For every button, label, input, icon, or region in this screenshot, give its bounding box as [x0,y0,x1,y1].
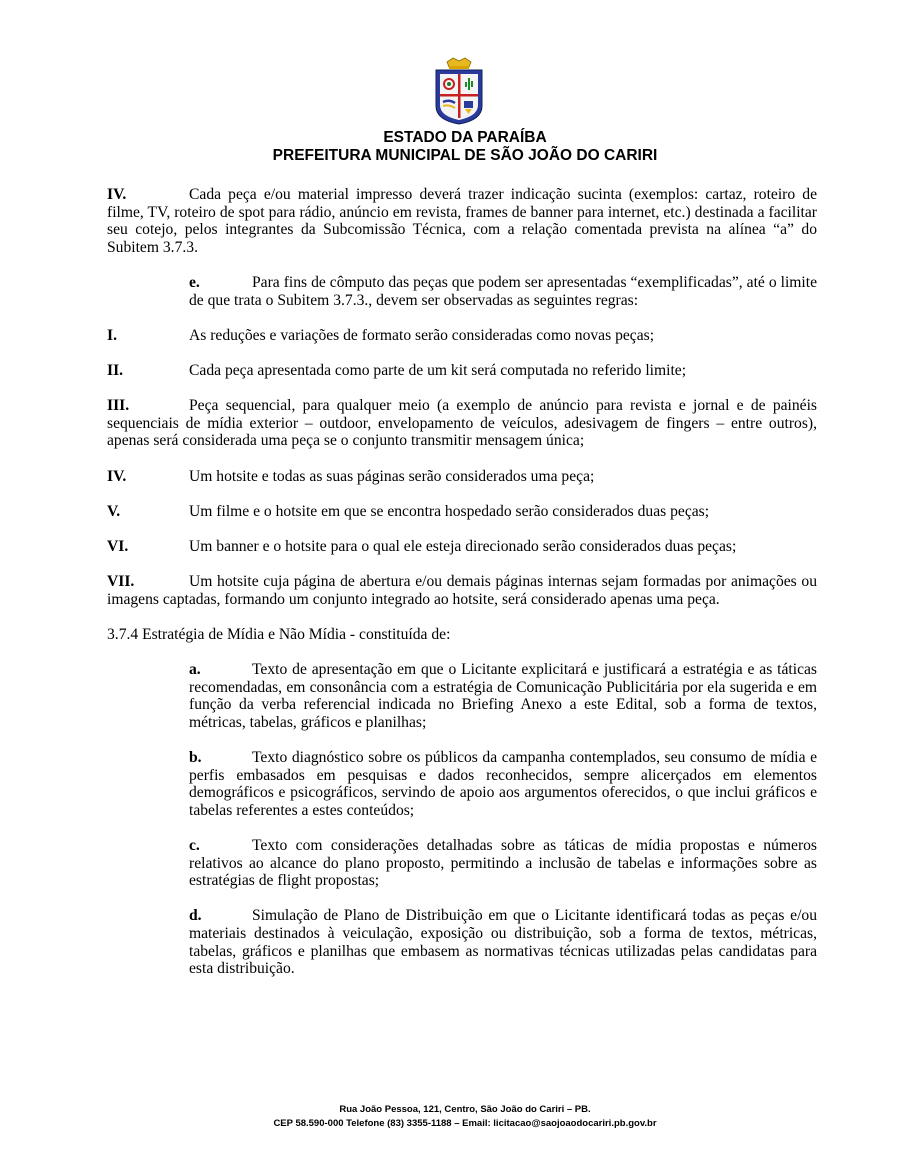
rule-ii [107,362,817,380]
item-label: III. [107,397,130,415]
paragraph-c [189,837,817,890]
state-name-heading: ESTADO DA PARAÍBA [383,129,547,146]
item-label: I. [107,326,117,344]
rule-iv [107,468,817,486]
item-label: d. [189,907,202,925]
item-text: Simulação de Plano de Distribuição em que o Licitante identificará todas as peças e/ou materiais destinados à veiculação, exposição ou distribuição, sob a forma de textos, métricas, tabelas, gráficos e planilhas que embasem as normativas técnicas utilizadas pelas candidatas para esta distribuição. [189,907,817,978]
item-label: VI. [107,537,129,555]
item-label: II. [107,361,124,379]
paragraph-d [189,907,817,977]
item-text: Cada peça e/ou material impresso deverá trazer indicação sucinta (exemplos: cartaz, roteiro de filme, TV, roteiro de spot para rádio, anúncio em revista, frames de banner para internet, etc.) destinada a facilitar seu cotejo, pelos integrantes da Subcomissão Técnica, com a relação comentada prevista na alínea “a” do Subitem 3.7.3. [107,186,817,256]
document-body [107,186,817,995]
paragraph-b [189,749,817,819]
item-label: e. [189,273,200,291]
item-text: Texto diagnóstico sobre os públicos da campanha contemplados, seu consumo de mídia e perfis embasados em pesquisas e dados reconhecidos, sempre alicerçados em elementos demográficos e psicográficos, servindo de apoio aos argumentos oferecidos, o que inclui gráficos e tabelas referentes a estes conteúdos; [189,749,817,819]
item-label: VII. [107,573,135,591]
item-text: As reduções e variações de formato serão consideradas como novas peças; [189,326,655,344]
rule-i [107,327,817,345]
municipality-heading: PREFEITURA MUNICIPAL DE SÃO JOÃO DO CARIRI [272,147,658,164]
rule-v [107,503,817,521]
footer-contact: CEP 58.590-000 Telefone (83) 3355-1188 – Email: licitacao@saojoaodocariri.pb.gov.br [273,1118,657,1129]
item-text: Para fins de cômputo das peças que podem ser apresentadas “exemplificadas”, até o limite de que trata o Subitem 3.7.3., devem ser observadas as seguintes regras: [189,273,817,309]
item-label: IV. [107,467,127,485]
item-text: Peça sequencial, para qualquer meio (a exemplo de anúncio para revista e jornal e de painéis sequenciais de mídia exterior – outdoor, envelopamento de veículos, adesivagem de fingers – entre outros), apenas será considerada uma peça se o conjunto transmitir mensagem única; [107,397,817,450]
paragraph-iv-top [107,186,817,256]
item-text: Texto de apresentação em que o Licitante explicitará e justificará a estratégia e as táticas recomendadas, em consonância com a estratégia de Comunicação Publicitária por ela sugerida e em função da verba referencial indicada no Briefing Anexo a este Edital, sob a forma de textos, métricas, tabelas, gráficos e planilhas; [189,661,817,731]
item-text: Um hotsite e todas as suas páginas serão considerados uma peça; [189,467,595,485]
municipal-coat-of-arms-icon [429,56,489,126]
paragraph-a [189,661,817,731]
footer-address: Rua João Pessoa, 121, Centro, São João do Cariri – PB. [339,1104,591,1115]
section-3-7-4-heading: 3.7.4 Estratégia de Mídia e Não Mídia - constituída de: [107,625,451,643]
item-text: Um filme e o hotsite em que se encontra hospedado serão considerados duas peças; [189,502,710,520]
rule-iii [107,397,817,450]
rule-vii [107,573,817,608]
item-label: IV. [107,186,127,203]
item-label: b. [189,749,202,766]
item-text: Cada peça apresentada como parte de um kit será computada no referido limite; [189,361,687,379]
item-label: a. [189,661,201,679]
paragraph-e [189,274,817,309]
item-text: Um banner e o hotsite para o qual ele esteja direcionado serão considerados duas peças; [189,537,737,555]
item-text: Texto com considerações detalhadas sobre as táticas de mídia propostas e números relativos ao alcance do plano proposto, permitindo a inclusão de tabelas e informações sobre as estratégias de flight propostas; [189,836,817,890]
rule-vi [107,538,817,556]
item-label: c. [189,836,200,854]
item-label: V. [107,502,121,520]
item-text: Um hotsite cuja página de abertura e/ou demais páginas internas sejam formadas por animações ou imagens captadas, formando um conjunto integrado ao hotsite, será considerado apenas uma peça. [107,573,817,608]
